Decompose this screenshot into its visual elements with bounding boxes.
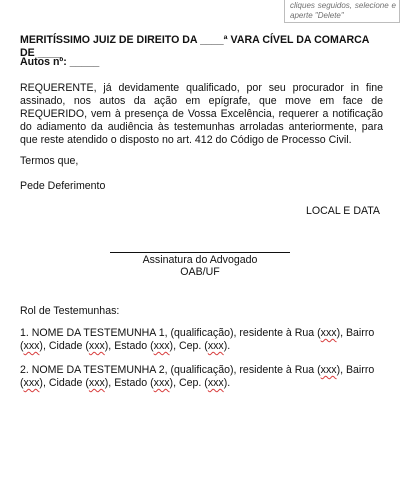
document-heading: MERITÍSSIMO JUIZ DE DIREITO DA ____ª VARA CÍVEL DA COMARCA DE ____ xyxy=(20,34,370,59)
tooltip-line-2: aperte "Delete" xyxy=(290,11,344,20)
place-and-date: LOCAL E DATA xyxy=(306,205,380,217)
witness-entry-1: 1. NOME DA TESTEMUNHA 1, (qualificação), residente à Rua (xxx), Bairro (xxx), Cidade (xxx), Estado (xxx), Cep. (xxx). xyxy=(20,327,375,352)
witness-list-title: Rol de Testemunhas: xyxy=(20,305,120,317)
closing-terms: Termos que, xyxy=(20,155,79,167)
petition-body: REQUERENTE, já devidamente qualificado, por seu procurador in fine assinado, nos autos da ação em epígrafe, que move em face de REQUERIDO, vem à presença de Vossa Excelência, requerer a notificação do adiamento da audiência às testemunhas arroladas anteriormente, para que reste atendido o disposto no art. 412 do Código de Processo Civil. xyxy=(20,82,383,146)
witness-entry-2: 2. NOME DA TESTEMUNHA 2, (qualificação), residente à Rua (xxx), Bairro (xxx), Cidade (xxx), Estado (xxx), Cep. (xxx). xyxy=(20,364,375,389)
oab-label: OAB/UF xyxy=(180,266,220,278)
signature-line xyxy=(110,252,290,253)
lawyer-signature-label: Assinatura do Advogado xyxy=(142,254,258,266)
case-number: Autos nº: _____ xyxy=(20,56,100,68)
tooltip-line-1: cliques seguidos, selecione e xyxy=(290,1,396,10)
request-line: Pede Deferimento xyxy=(20,180,106,192)
instruction-tooltip xyxy=(284,0,400,23)
